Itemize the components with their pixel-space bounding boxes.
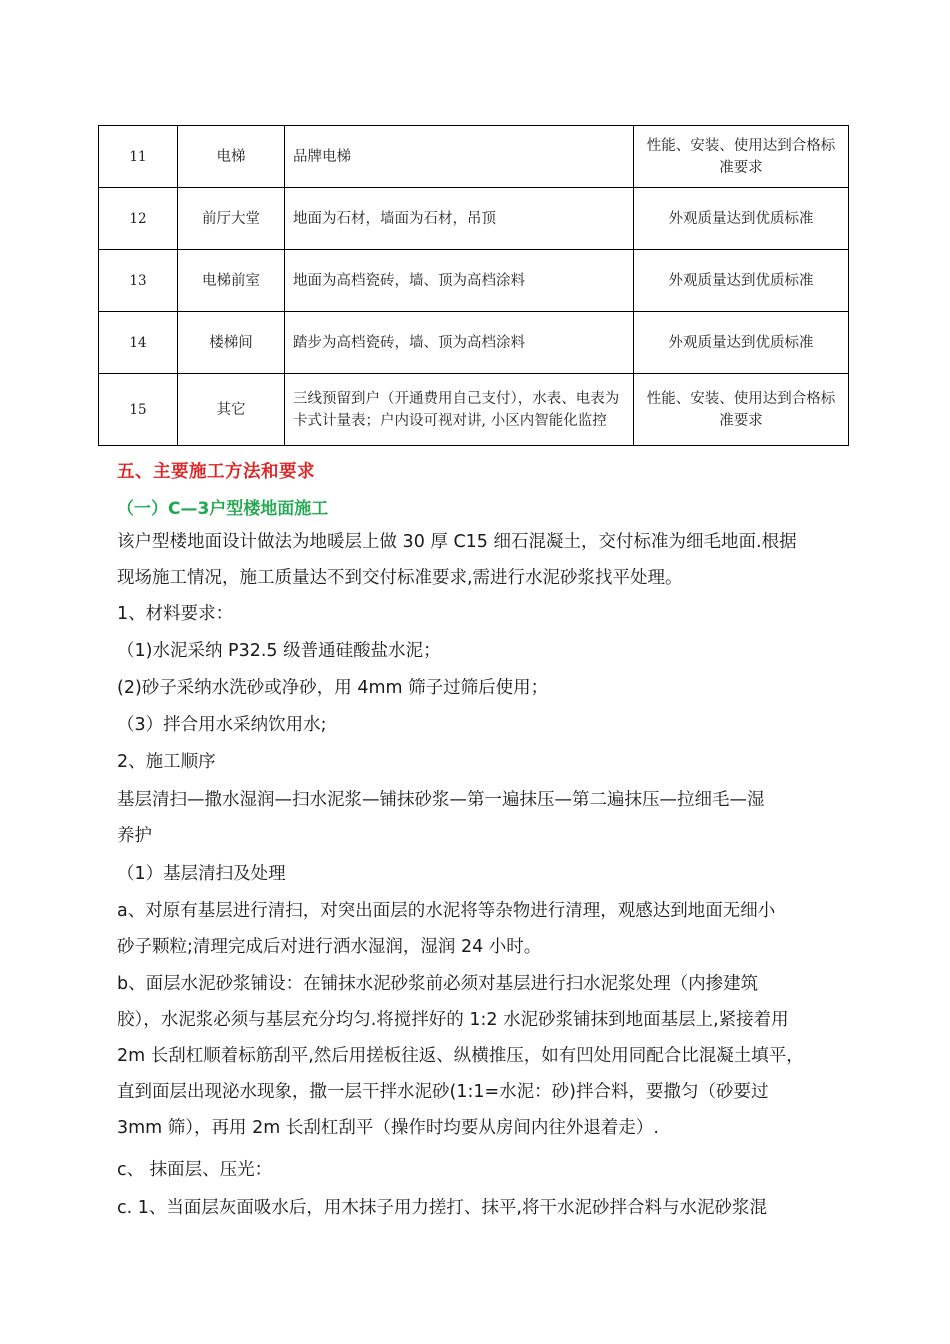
table-row [99,126,849,188]
section-heading: 五、主要施工方法和要求 [117,462,315,482]
material-item-2: (2)砂子采纳水洗砂或净砂，用 4mm 筛子过筛后使用； [117,678,549,698]
row-item: 楼梯间 [178,312,285,374]
table-row [99,374,849,446]
row-description: 踏步为高档瓷砖，墙、顶为高档涂料 [285,312,634,374]
order-title: 2、施工顺序 [117,752,216,772]
row-item: 电梯 [178,126,285,188]
row-description: 地面为高档瓷砖，墙、顶为高档涂料 [285,250,634,312]
paragraph-b [117,966,847,1146]
text-line: 现场施工情况，施工质量达不到交付标准要求,需进行水泥砂浆找平处理。 [117,568,683,588]
step1-title: （1）基层清扫及处理 [117,864,286,884]
row-number: 14 [99,312,178,374]
text-line: 胶），水泥浆必须与基层充分均匀.将搅拌好的 1:2 水泥砂浆铺抹到地面基层上,紧接着用 [117,1010,789,1030]
material-item-1: （1)水泥采纳 P32.5 级普通硅酸盐水泥； [117,641,441,661]
row-standard: 性能、安装、使用达到合格标准要求 [634,126,849,188]
text-line: 养护 [117,826,152,846]
row-description: 品牌电梯 [285,126,634,188]
order-paragraph [117,782,847,854]
row-number: 11 [99,126,178,188]
text-line: 直到面层出现泌水现象，撒一层干拌水泥砂(1:1=水泥：砂)拌合料，要撒匀（砂要过 [117,1082,769,1102]
row-item: 其它 [178,374,285,446]
spec-table [98,125,849,446]
text-line: b、面层水泥砂浆铺设：在铺抹水泥砂浆前必须对基层进行扫水泥浆处理（内掺建筑 [117,974,759,994]
row-item: 前厅大堂 [178,188,285,250]
row-standard: 性能、安装、使用达到合格标准要求 [634,374,849,446]
text-line: 3mm 筛），再用 2m 长刮杠刮平（操作时均要从房间内往外退着走）. [117,1118,659,1138]
table-row [99,312,849,374]
row-number: 12 [99,188,178,250]
row-description: 地面为石材，墙面为石材，吊顶 [285,188,634,250]
material-item-3: （3）拌合用水采纳饮用水; [117,715,327,735]
row-item: 电梯前室 [178,250,285,312]
text-line: 砂子颗粒;清理完成后对进行洒水湿润，湿润 24 小时。 [117,937,542,957]
row-description: 三线预留到户（开通费用自己支付），水表、电表为卡式计量表；户内设可视对讲, 小区内智能化监控 [285,374,634,446]
subsection-heading: （一）C—3户型楼地面施工 [117,499,329,519]
table-row [99,250,849,312]
text-line: 该户型楼地面设计做法为地暖层上做 30 厚 C15 细石混凝土，交付标准为细毛地面.根据 [117,532,797,552]
paragraph-c-title: c、 抹面层、压光： [117,1160,273,1180]
materials-title: 1、材料要求： [117,604,234,624]
text-line: 2m 长刮杠顺着标筋刮平,然后用搓板往返、纵横推压，如有凹处用同配合比混凝土填平， [117,1046,804,1066]
paragraph-a [117,893,847,965]
row-number: 15 [99,374,178,446]
row-standard: 外观质量达到优质标准 [634,188,849,250]
row-standard: 外观质量达到优质标准 [634,312,849,374]
table-row [99,188,849,250]
row-number: 13 [99,250,178,312]
paragraph-c1: c. 1、当面层灰面吸水后，用木抹子用力搓打、抹平,将干水泥砂拌合料与水泥砂浆混 [117,1198,767,1218]
intro-paragraph [117,524,847,596]
text-line: a、对原有基层进行清扫，对突出面层的水泥将等杂物进行清理，观感达到地面无细小 [117,901,776,921]
row-standard: 外观质量达到优质标准 [634,250,849,312]
text-line: 基层清扫—撒水湿润—扫水泥浆—铺抹砂浆—第一遍抹压—第二遍抹压—拉细毛—湿 [117,790,765,810]
